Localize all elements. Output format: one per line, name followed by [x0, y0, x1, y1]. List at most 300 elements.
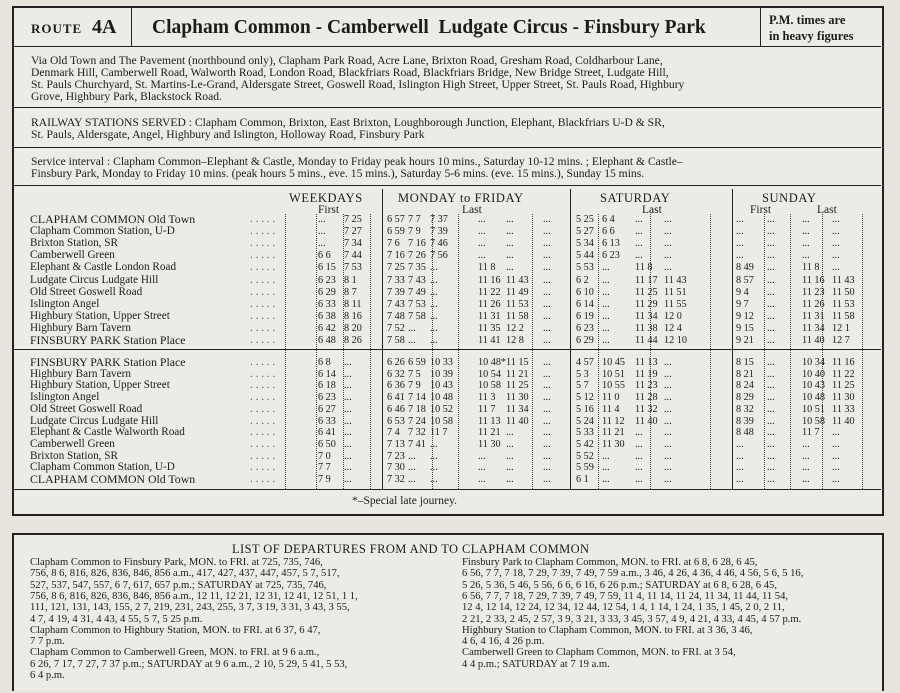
time-cell: 8 7	[344, 286, 357, 298]
time-cell: ...	[664, 438, 672, 450]
departure-line: Clapham Common to Finsbury Park, MON. to FRI. at 725, 735, 746,	[30, 557, 323, 568]
time-cell: ...	[802, 226, 810, 238]
column-rule	[532, 214, 533, 489]
time-cell: 11 43	[664, 274, 687, 286]
via-line: Via Old Town and The Pavement (northbound only), Clapham Park Road, Acre Lane, Brixton Road, Gresham Road, Coldharbour Lane,	[31, 54, 663, 67]
departure-line: 6 56, 7 7, 7 18, 7 29, 7 39, 7 49, 7 59, 11 4, 11 14, 11 24, 11 34, 11 44, 11 54,	[462, 590, 789, 602]
time-cell: ...	[478, 226, 486, 238]
time-cell: 7 39	[430, 226, 448, 238]
service-line: Finsbury Park, Monday to Friday 10 mins. (peak hours 5 mins., eve. 15 mins.), Saturday 5-6 mins. (eve. 15 mins.), Sunday 15 mins.	[31, 167, 645, 180]
time-cell: ...	[344, 403, 352, 415]
departure-line: 6 4 p.m.	[30, 670, 65, 681]
time-cell: ...	[602, 286, 610, 298]
time-cell: 7 49	[408, 286, 426, 298]
time-cell: 7 35	[408, 262, 426, 274]
time-cell: 7 33	[387, 274, 405, 286]
time-cell: ...	[602, 298, 610, 310]
last-label: Last	[462, 204, 482, 216]
time-cell: ...	[802, 450, 810, 462]
time-cell: ...	[506, 214, 514, 225]
time-cell: ...	[767, 427, 775, 439]
time-cell: 5 12	[576, 392, 594, 404]
time-cell: ...	[543, 474, 551, 485]
time-cell: 11 58	[506, 310, 529, 322]
time-cell: ...	[602, 274, 610, 286]
first-label: First	[318, 204, 340, 216]
time-cell: 8 48	[736, 427, 754, 439]
leader-dots: . . . . .	[250, 321, 276, 334]
time-cell: 6 13	[602, 238, 620, 250]
time-cell: 11 38	[635, 322, 658, 334]
time-cell: ...	[506, 226, 514, 238]
time-cell: ...	[430, 438, 438, 450]
time-cell: ...	[767, 462, 775, 474]
time-cell: ...	[543, 427, 551, 439]
time-cell: 11 7	[430, 427, 448, 439]
time-cell: 5 25	[576, 214, 594, 225]
time-cell: 9 7	[736, 298, 749, 310]
railway-line: St. Pauls, Aldersgate, Angel, Highbury and Islington, Holloway Road, Finsbury Park	[31, 128, 425, 141]
time-cell: 7 58	[408, 310, 426, 322]
time-cell: 10 45	[602, 357, 625, 368]
leader-dots: . . . . .	[250, 297, 276, 310]
time-cell: 11 26	[478, 298, 501, 310]
time-cell: 11 3	[478, 392, 496, 404]
time-cell: 8 1	[344, 274, 357, 286]
time-cell: 11 40	[802, 335, 825, 346]
time-cell: 11 40	[635, 415, 658, 427]
time-cell: 6 6	[318, 250, 331, 262]
leader-dots: . . . . .	[250, 261, 276, 274]
service-line: Service interval : Clapham Common–Elephant & Castle, Monday to Friday peak hours 10 mins., Saturday 10-12 mins. ; Elephant & Castle–	[31, 155, 683, 168]
time-cell: ...	[767, 403, 775, 415]
time-cell: 6 50	[318, 438, 336, 450]
time-cell: ...	[664, 214, 672, 225]
time-cell: 6 23	[318, 274, 336, 286]
time-cell: 7 52	[387, 322, 405, 334]
stop-name: FINSBURY PARK Station Place	[30, 333, 186, 347]
time-cell: ...	[430, 298, 438, 310]
column-rule	[732, 189, 733, 489]
departure-line: 527, 537, 547, 557, 6 7, 617, 657 p.m.; SATURDAY at 725, 735, 746,	[30, 579, 327, 591]
leader-dots: . . . . .	[250, 249, 276, 262]
time-cell: ...	[802, 238, 810, 250]
time-cell: ...	[408, 450, 416, 462]
time-cell: 7 48	[387, 310, 405, 322]
departure-line: 6 26, 7 17, 7 27, 7 37 p.m.; SATURDAY at 9 6 a.m., 2 10, 5 29, 5 41, 5 53,	[30, 658, 348, 670]
time-cell: 10 58	[430, 415, 453, 427]
footnote: *–Special late journey.	[352, 495, 457, 507]
time-cell: 10 55	[602, 380, 625, 392]
time-cell: ...	[635, 450, 643, 462]
column-rule	[285, 214, 286, 489]
time-cell: 9 4	[736, 286, 749, 298]
time-cell: ...	[635, 250, 643, 262]
time-cell: 11 16	[802, 274, 825, 286]
time-cell: 5 24	[576, 415, 594, 427]
time-cell: ...	[832, 226, 840, 238]
time-cell: 10 43	[430, 380, 453, 392]
time-cell: ...	[344, 392, 352, 404]
time-cell: ...	[767, 335, 775, 346]
time-cell: 10 34	[802, 357, 825, 368]
time-cell: 6 32	[387, 368, 405, 380]
time-cell: ...	[767, 262, 775, 274]
time-cell: 11 0	[602, 392, 620, 404]
time-cell: 8 57	[736, 274, 754, 286]
time-cell: ...	[832, 262, 840, 274]
time-cell: ...	[664, 427, 672, 439]
leader-dots: . . . . .	[250, 473, 276, 485]
stop-name: Islington Angel	[30, 297, 100, 310]
stop-name: Clapham Common Station, U-D	[30, 461, 175, 474]
time-cell: 6 6	[602, 226, 615, 238]
time-cell: ...	[318, 238, 326, 250]
time-cell: ...	[543, 274, 551, 286]
time-cell: 10 51	[602, 368, 625, 380]
time-cell: 7 53	[408, 298, 426, 310]
divider	[13, 185, 881, 186]
time-cell: ...	[767, 474, 775, 485]
time-cell: 11 8	[635, 262, 653, 274]
pm-note-line1: P.M. times are	[769, 13, 846, 27]
time-cell: ...	[430, 462, 438, 474]
stop-name: Highbury Station, Upper Street	[30, 309, 170, 322]
time-cell: 11 58	[832, 310, 855, 322]
time-cell: ...	[344, 415, 352, 427]
time-cell: ...	[767, 438, 775, 450]
time-cell: ...	[767, 415, 775, 427]
time-cell: ...	[832, 474, 840, 485]
departure-line: 4 7, 4 19, 4 31, 4 43, 4 55, 5 7, 5 25 p.m.	[30, 613, 203, 625]
time-cell: ...	[802, 438, 810, 450]
time-cell: ...	[664, 250, 672, 262]
time-cell: 5 7	[576, 380, 589, 392]
time-cell: ...	[430, 262, 438, 274]
leader-dots: . . . . .	[250, 367, 276, 380]
time-cell: 7 30	[387, 462, 405, 474]
time-cell: ...	[543, 335, 551, 346]
column-rule	[822, 214, 823, 489]
time-cell: 10 39	[430, 368, 453, 380]
departure-line: 4 6, 4 16, 4 26 p.m.	[462, 636, 545, 648]
time-cell: 6 29	[318, 286, 336, 298]
time-cell: 7 37	[430, 214, 448, 225]
time-cell: 7 56	[430, 250, 448, 262]
time-cell: 10 54	[478, 368, 501, 380]
time-cell: ...	[543, 368, 551, 380]
time-cell: 6 41	[387, 392, 405, 404]
time-cell: ...	[543, 392, 551, 404]
stop-name: Highbury Station, Upper Street	[30, 379, 170, 392]
time-cell: 5 44	[576, 250, 594, 262]
departures-title: LIST OF DEPARTURES FROM AND TO CLAPHAM COMMON	[232, 542, 590, 556]
time-cell: 7 14	[408, 392, 426, 404]
time-cell: ...	[344, 438, 352, 450]
time-cell: 11 31	[802, 310, 825, 322]
column-rule	[382, 189, 383, 489]
time-cell: ...	[736, 474, 744, 485]
time-cell: 11 16	[478, 274, 501, 286]
time-cell: 6 26	[387, 357, 405, 368]
time-cell: ...	[543, 286, 551, 298]
time-cell: 6 53	[387, 415, 405, 427]
time-cell: ...	[664, 380, 672, 392]
page-title: Clapham Common - Camberwell Ludgate Circus - Finsbury Park	[152, 17, 706, 38]
time-cell: ...	[767, 310, 775, 322]
departure-line: 756, 8 6, 816, 826, 836, 846, 856 a.m., 417, 427, 437, 447, 457, 5 7, 517,	[30, 568, 340, 580]
time-cell: ...	[543, 403, 551, 415]
stop-name: CLAPHAM COMMON Old Town	[30, 472, 196, 486]
time-cell: 10 48*	[478, 357, 507, 368]
time-cell: ...	[664, 392, 672, 404]
time-cell: ...	[736, 214, 744, 225]
column-rule	[458, 214, 459, 489]
time-cell: ...	[506, 438, 514, 450]
time-cell: ...	[635, 238, 643, 250]
column-rule	[650, 214, 651, 489]
time-cell: ...	[344, 380, 352, 392]
pm-note-line2: in heavy figures	[769, 29, 854, 43]
time-cell: 4 57	[576, 357, 594, 368]
time-cell: 6 2	[576, 274, 589, 286]
time-cell: 11 31	[478, 310, 501, 322]
stop-name: Camberwell Green	[30, 249, 115, 262]
time-cell: 11 13	[635, 357, 658, 368]
time-cell: ...	[430, 474, 438, 485]
time-cell: ...	[344, 462, 352, 474]
time-cell: 7 23	[387, 450, 405, 462]
divider	[760, 8, 761, 46]
time-cell: 5 53	[576, 262, 594, 274]
time-cell: ...	[664, 450, 672, 462]
time-cell: 5 52	[576, 450, 594, 462]
time-cell: ...	[736, 238, 744, 250]
time-cell: 11 21	[602, 427, 625, 439]
time-cell: ...	[602, 310, 610, 322]
time-cell: 11 30	[832, 392, 855, 404]
departure-line: 5 26, 5 36, 5 46, 5 56, 6 6, 6 16, 6 26 p.m.; SATURDAY at 6 8, 6 28, 6 45,	[462, 579, 777, 591]
time-cell: 11 35	[478, 322, 501, 334]
saturday-heading: SATURDAY	[600, 191, 671, 205]
time-cell: ...	[543, 462, 551, 474]
time-cell: 11 25	[635, 286, 658, 298]
time-cell: ...	[543, 357, 551, 368]
time-cell: ...	[767, 450, 775, 462]
time-cell: ...	[543, 214, 551, 225]
time-cell: 11 44	[635, 335, 658, 346]
time-cell: ...	[602, 462, 610, 474]
time-cell: 5 33	[576, 427, 594, 439]
stop-name: Old Street Goswell Road	[30, 402, 143, 415]
time-cell: 6 33	[318, 415, 336, 427]
time-cell: ...	[767, 214, 775, 225]
time-cell: 12 1	[832, 322, 850, 334]
leader-dots: . . . . .	[250, 437, 276, 450]
divider	[13, 46, 881, 47]
time-cell: ...	[635, 427, 643, 439]
leader-dots: . . . . .	[250, 391, 276, 404]
stop-name: Camberwell Green	[30, 437, 115, 450]
time-cell: ...	[767, 274, 775, 286]
column-rule	[790, 214, 791, 489]
leader-dots: . . . . .	[250, 426, 276, 439]
column-rule	[316, 214, 317, 489]
time-cell: ...	[478, 214, 486, 225]
column-rule	[598, 214, 599, 489]
time-cell: ...	[767, 380, 775, 392]
time-cell: 7 0	[318, 450, 331, 462]
time-cell: 11 7	[802, 427, 820, 439]
time-cell: 7 34	[344, 238, 362, 250]
departure-line: Camberwell Green to Clapham Common, MON. to FRI. at 3 54,	[462, 647, 736, 659]
time-cell: 11 51	[664, 286, 687, 298]
time-cell: ...	[832, 438, 840, 450]
time-cell: 11 55	[664, 298, 687, 310]
time-cell: 6 23	[576, 322, 594, 334]
time-cell: ...	[543, 380, 551, 392]
departure-line: 7 7 p.m.	[30, 636, 65, 648]
time-cell: 8 11	[344, 298, 362, 310]
time-cell: ...	[802, 462, 810, 474]
time-cell: 11 19	[635, 368, 658, 380]
leader-dots: . . . . .	[250, 309, 276, 322]
time-cell: ...	[430, 322, 438, 334]
time-cell: ...	[478, 462, 486, 474]
leader-dots: . . . . .	[250, 273, 276, 286]
time-cell: 6 8	[318, 357, 331, 368]
time-cell: ...	[635, 462, 643, 474]
route-number: 4A	[92, 16, 117, 38]
time-cell: ...	[408, 335, 416, 346]
time-cell: ...	[430, 286, 438, 298]
time-cell: ...	[736, 438, 744, 450]
time-cell: ...	[664, 474, 672, 485]
time-cell: 7 13	[387, 438, 405, 450]
stop-name: Clapham Common Station, U-D	[30, 225, 175, 238]
time-cell: ...	[767, 322, 775, 334]
time-cell: 7 39	[387, 286, 405, 298]
time-cell: 7 41	[408, 438, 426, 450]
time-cell: 5 27	[576, 226, 594, 238]
stop-name: CLAPHAM COMMON Old Town	[30, 212, 196, 226]
time-cell: 8 32	[736, 403, 754, 415]
time-cell: ...	[344, 427, 352, 439]
time-cell: ...	[408, 322, 416, 334]
time-cell: ...	[506, 450, 514, 462]
time-cell: 11 53	[506, 298, 529, 310]
time-cell: 11 21	[478, 427, 501, 439]
time-cell: ...	[802, 214, 810, 225]
divider	[13, 147, 881, 148]
time-cell: 7 24	[408, 415, 426, 427]
time-cell: ...	[506, 474, 514, 485]
time-cell: 8 20	[344, 322, 362, 334]
leader-dots: . . . . .	[250, 237, 276, 250]
railway-line: RAILWAY STATIONS SERVED : Clapham Common, Brixton, East Brixton, Loughborough Junction, Elephant, Blackfriars U-D & SR,	[31, 116, 665, 129]
stop-name: Highbury Barn Tavern	[30, 321, 131, 334]
time-cell: 12 8	[506, 335, 524, 346]
time-cell: ...	[602, 262, 610, 274]
time-cell: ...	[664, 403, 672, 415]
stop-name: Ludgate Circus Ludgate Hill	[30, 273, 159, 286]
time-cell: ...	[478, 238, 486, 250]
time-cell: 7 16	[408, 238, 426, 250]
time-cell: ...	[767, 368, 775, 380]
time-cell: 6 14	[318, 368, 336, 380]
time-cell: 12 0	[664, 310, 682, 322]
time-cell: 11 26	[802, 298, 825, 310]
time-cell: ...	[664, 357, 672, 368]
time-cell: 11 43	[832, 274, 855, 286]
time-cell: 8 15	[736, 357, 754, 368]
time-cell: 11 28	[635, 392, 658, 404]
time-cell: 7 9	[408, 380, 421, 392]
time-cell: 6 46	[387, 403, 405, 415]
time-cell: 8 29	[736, 392, 754, 404]
time-cell: 11 25	[832, 380, 855, 392]
time-cell: ...	[832, 462, 840, 474]
time-cell: ...	[767, 298, 775, 310]
time-cell: 11 23	[635, 380, 658, 392]
time-cell: ...	[506, 427, 514, 439]
time-cell: ...	[635, 214, 643, 225]
time-cell: 11 8	[478, 262, 496, 274]
time-cell: 11 7	[478, 403, 496, 415]
leader-dots: . . . . .	[250, 213, 276, 225]
time-cell: ...	[602, 450, 610, 462]
departure-line: Finsbury Park to Clapham Common, MON. to FRI. at 6 8, 6 28, 6 45,	[462, 557, 758, 568]
time-cell: 7 9	[408, 226, 421, 238]
time-cell: ...	[736, 250, 744, 262]
time-cell: ...	[543, 298, 551, 310]
time-cell: 7 25	[387, 262, 405, 274]
time-cell: ...	[344, 474, 352, 485]
leader-dots: . . . . .	[250, 225, 276, 238]
time-cell: 11 30	[602, 438, 625, 450]
time-cell: ...	[543, 250, 551, 262]
time-cell: 6 4	[602, 214, 615, 225]
time-cell: 11 34	[635, 310, 658, 322]
time-cell: ...	[802, 474, 810, 485]
time-cell: 7 7	[318, 462, 331, 474]
time-cell: 11 40	[832, 415, 855, 427]
time-cell: 6 23	[318, 392, 336, 404]
time-cell: 5 16	[576, 403, 594, 415]
leader-dots: . . . . .	[250, 356, 276, 368]
time-cell: 11 21	[506, 368, 529, 380]
stop-name: Brixton Station, SR	[30, 449, 118, 462]
time-cell: 7 43	[387, 298, 405, 310]
time-cell: 7 46	[430, 238, 448, 250]
time-cell: ...	[478, 450, 486, 462]
time-cell: 8 24	[736, 380, 754, 392]
time-cell: 7 43	[408, 274, 426, 286]
time-cell: ...	[736, 462, 744, 474]
time-cell: 6 29	[576, 335, 594, 346]
time-cell: ...	[832, 250, 840, 262]
time-cell: 10 51	[802, 403, 825, 415]
time-cell: 6 14	[576, 298, 594, 310]
column-rule	[570, 189, 571, 489]
route-label: ROUTE	[31, 21, 83, 36]
time-cell: 11 13	[478, 415, 501, 427]
leader-dots: . . . . .	[250, 379, 276, 392]
time-cell: ...	[635, 438, 643, 450]
leader-dots: . . . . .	[250, 402, 276, 415]
via-line: Grove, Highbury Park, Blackstock Road.	[31, 90, 222, 103]
time-cell: ...	[430, 274, 438, 286]
